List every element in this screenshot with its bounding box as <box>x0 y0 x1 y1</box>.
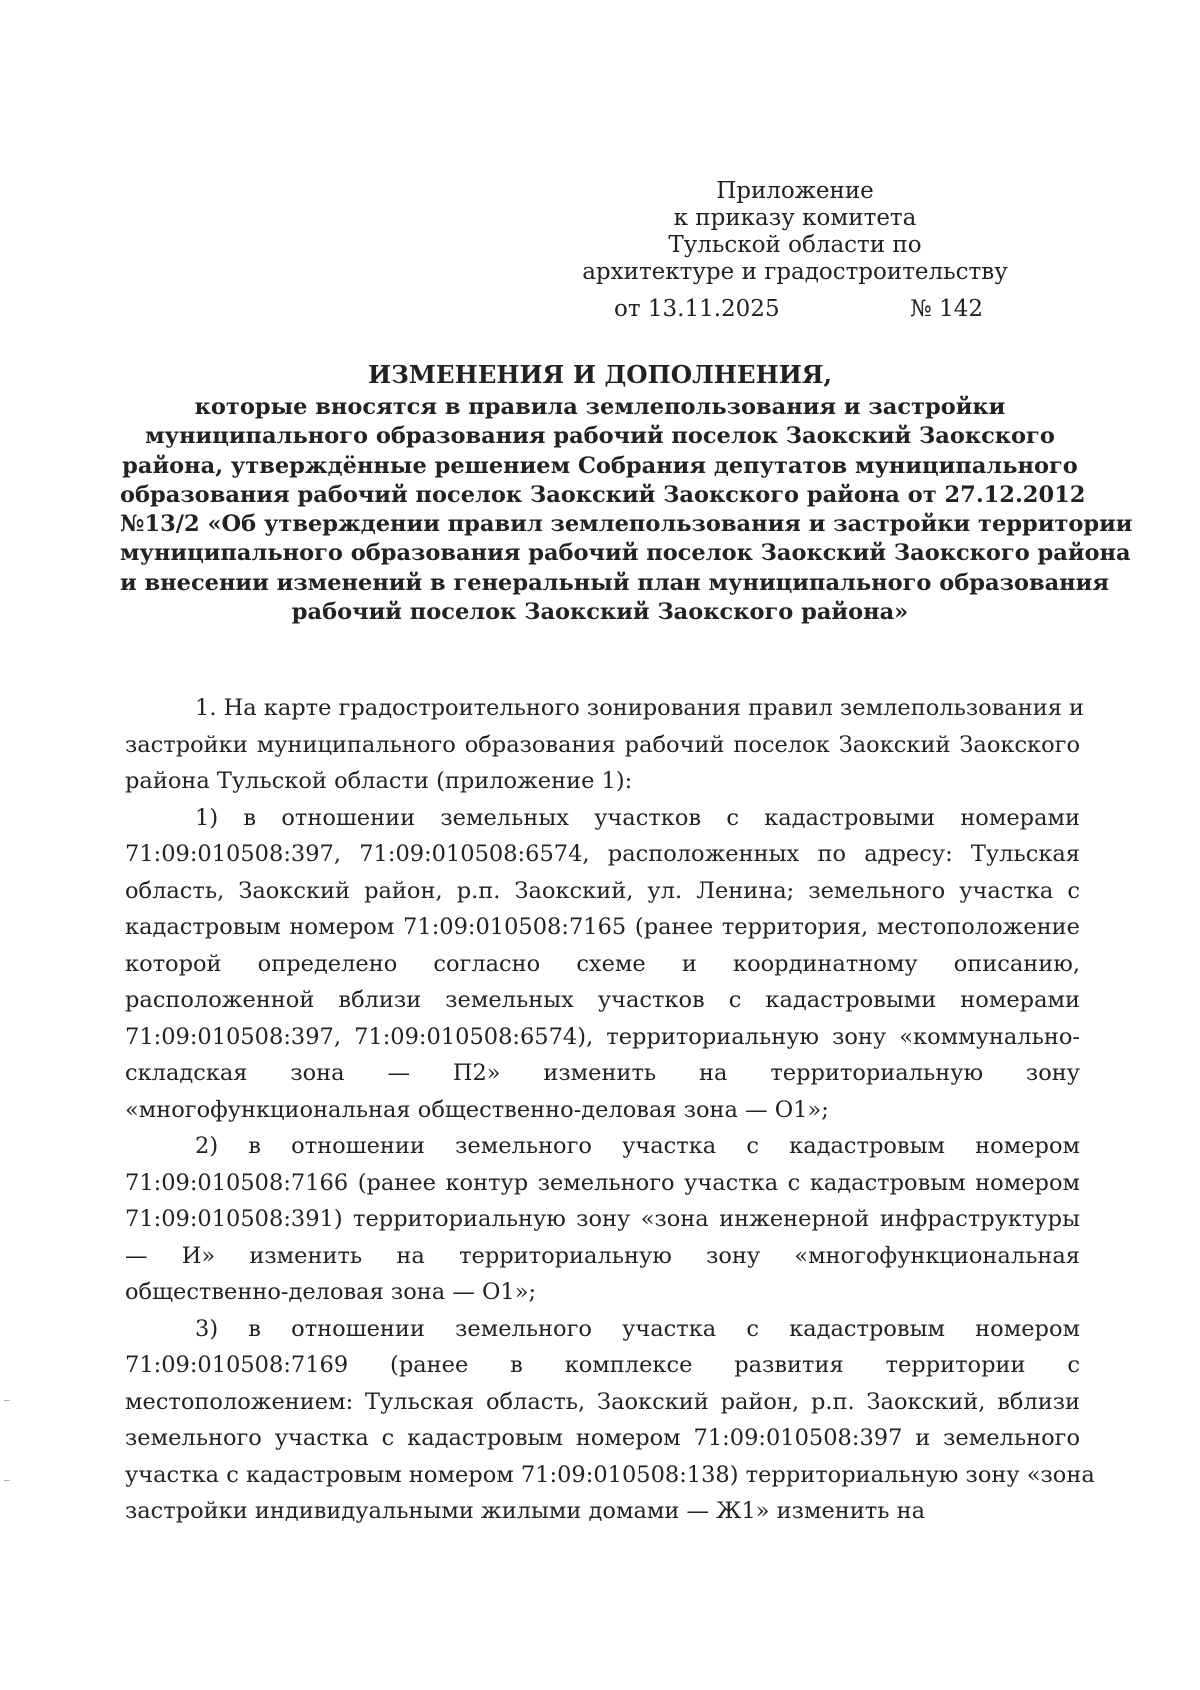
subtitle-line: муниципального образования рабочий поселок Заокский Заокского района <box>120 540 1131 567</box>
text-line: 1) в отношении земельных участков с кадастровыми номерами <box>195 804 1080 831</box>
subtitle-line: и внесении изменений в генеральный план муниципального образования <box>120 569 1109 596</box>
document-body <box>125 690 1095 1530</box>
subtitle-line: района, утверждённые решением Собрания депутатов муниципального <box>122 452 1078 479</box>
text-line: участка с кадастровым номером 71:09:010508:138) территориальную зону «зона <box>125 1461 1095 1488</box>
appendix-line: Тульской области по <box>668 232 922 258</box>
text-line: 2) в отношении земельного участка с кадастровым номером <box>195 1133 1080 1159</box>
text-line: которой определено согласно схеме и координатному описанию, <box>125 950 1080 977</box>
document-subtitle <box>120 393 1133 627</box>
text-line: — И» изменить на территориальную зону «многофункциональная <box>125 1242 1080 1269</box>
text-line: общественно-деловая зона — О1»; <box>125 1279 537 1305</box>
text-line: 71:09:010508:7169 (ранее в комплексе развития территории с <box>125 1352 1080 1378</box>
text-line: района Тульской области (приложение 1): <box>125 768 633 794</box>
text-line: область, Заокский район, р.п. Заокский, ул. Ленина; земельного участка с <box>125 877 1080 904</box>
text-line: 3) в отношении земельного участка с кадастровым номером <box>195 1315 1080 1342</box>
text-line: местоположением: Тульская область, Заокский район, р.п. Заокский, вблизи <box>125 1388 1080 1415</box>
text-line: застройки индивидуальными жилыми домами — Ж1» изменить на <box>125 1498 926 1524</box>
text-line: расположенной вблизи земельных участков с кадастровыми номерами <box>125 987 1080 1013</box>
text-line: застройки муниципального образования рабочий поселок Заокский Заокского <box>125 731 1080 758</box>
subtitle-line: рабочий поселок Заокский Заокского района» <box>291 599 909 626</box>
subtitle-line: №13/2 «Об утверждении правил землепользования и застройки территории <box>120 511 1133 538</box>
text-line: 71:09:010508:7166 (ранее контур земельного участка с кадастровым номером <box>125 1169 1080 1196</box>
text-line: 1. На карте градостроительного зонирования правил землепользования и <box>195 695 1085 721</box>
text-line: 71:09:010508:391) территориальную зону «зона инженерной инфраструктуры <box>125 1206 1080 1232</box>
scan-artifact <box>4 1400 10 1401</box>
text-line: 71:09:010508:397, 71:09:010508:6574), территориальную зону «коммунально- <box>125 1023 1080 1050</box>
appendix-line: Приложение <box>716 178 874 204</box>
appendix-line: архитектуре и градостроительству <box>582 259 1008 285</box>
order-reference <box>614 296 984 323</box>
appendix-line: к приказу комитета <box>673 205 917 231</box>
paragraph-1 <box>125 690 1085 800</box>
subtitle-line: муниципального образования рабочий поселок Заокский Заокского <box>145 423 1055 450</box>
subtitle-line: которые вносятся в правила землепользования и застройки <box>194 394 1006 420</box>
text-line: «многофункциональная общественно-деловая зона — О1»; <box>125 1096 829 1123</box>
text-line: кадастровым номером 71:09:010508:7165 (ранее территория, местоположение <box>125 914 1080 940</box>
text-line: земельного участка с кадастровым номером 71:09:010508:397 и земельного <box>125 1425 1080 1451</box>
appendix-header <box>560 178 1030 286</box>
order-date: от 13.11.2025 <box>614 296 780 322</box>
scan-artifact <box>4 1480 10 1481</box>
order-number: № 142 <box>910 296 983 322</box>
text-line: складская зона — П2» изменить на территориальную зону <box>125 1060 1080 1086</box>
paragraph-1-item-2 <box>125 1128 1080 1311</box>
paragraph-1-item-3 <box>125 1311 1095 1530</box>
text-line: 71:09:010508:397, 71:09:010508:6574, расположенных по адресу: Тульская <box>125 841 1080 867</box>
paragraph-1-item-1 <box>125 800 1080 1129</box>
subtitle-line: образования рабочий поселок Заокский Заокского района от 27.12.2012 <box>120 481 1086 508</box>
document-title: ИЗМЕНЕНИЯ И ДОПОЛНЕНИЯ, <box>367 360 833 389</box>
